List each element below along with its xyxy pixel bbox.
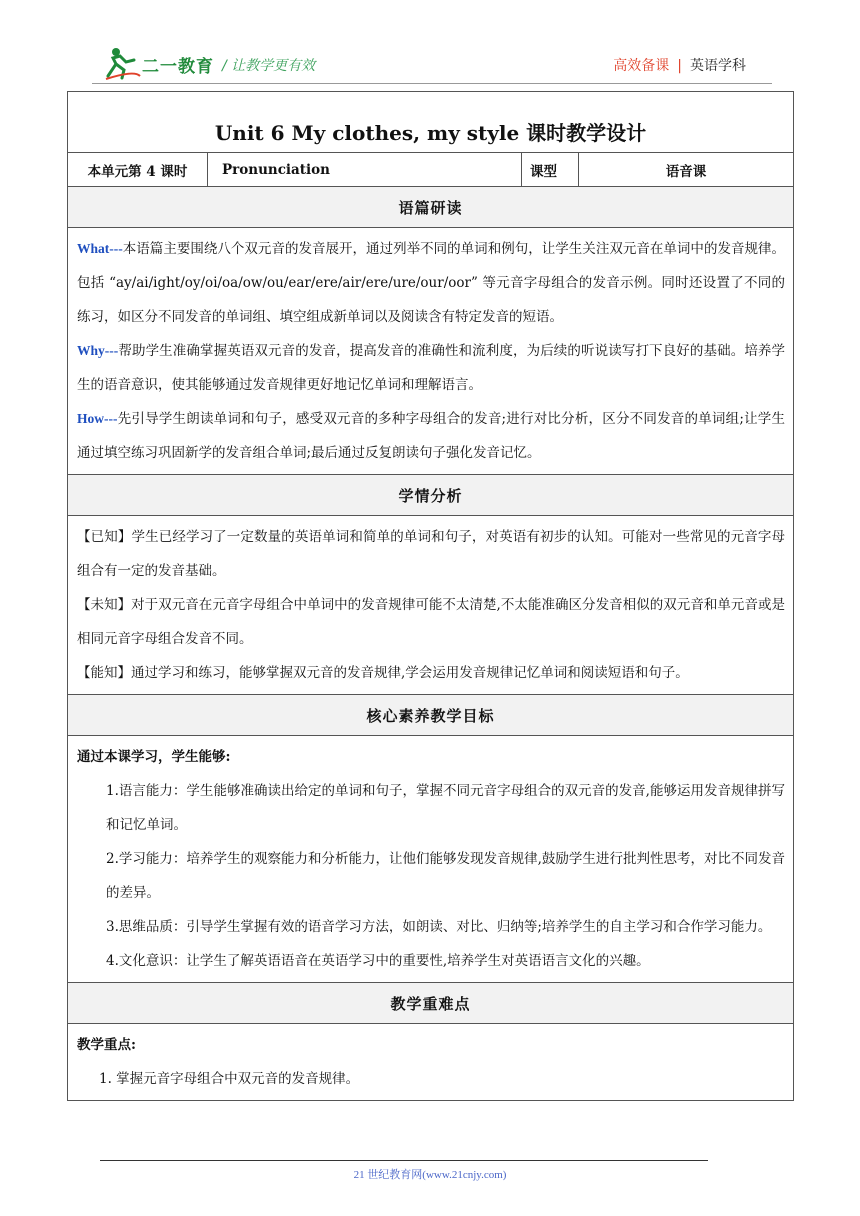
how-paragraph: How---先引导学生朗读单词和句子，感受双元音的多种字母组合的发音;进行对比分析，区分不同发音的单词组;让学生通过填空练习巩固新学的发音组合单词;最后通过反复朗读句子强化发音记忆。 xyxy=(77,411,786,461)
page-header xyxy=(0,0,860,90)
known-paragraph: 【已知】学生已经学习了一定数量的英语单词和简单的单词和句子，对英语有初步的认知。可能对一些常见的元音字母组合有一定的发音基础。 xyxy=(77,529,786,579)
objective-thinking: 3.思维品质：引导学生掌握有效的语音学习方法，如朗读、对比、归纳等;培养学生的自主学习和合作学习能力。 xyxy=(106,919,772,935)
what-paragraph: What---本语篇主要围绕八个双元音的发音展开，通过列举不同的单词和例句，让学生关注双元音在单词中的发音规律。包括 “ay/ai/ight/oy/oi/oa/ow/ou/ear/ere/air/ere/ure/our/oor” 等元音字母组合的发音示例。同时还设置了不同的练习，如区分不同发音的单词组、填空组成新单词以及阅读含有特定发音的短语。 xyxy=(77,241,786,325)
lesson-plan-table xyxy=(67,91,794,1101)
header-separator: | xyxy=(677,58,682,74)
document-title: Unit 6 My clothes, my style 课时教学设计 xyxy=(68,92,794,153)
why-label: Why--- xyxy=(77,343,119,358)
header-divider xyxy=(92,83,772,84)
header-slogan: / 让教学更有效 xyxy=(222,58,316,74)
objectives-intro: 通过本课学习，学生能够: xyxy=(77,749,231,765)
lesson-type-value: 语音课 xyxy=(579,153,794,187)
why-paragraph: Why---帮助学生准确掌握英语双元音的发音，提高发音的准确性和流利度，为后续的听说读写打下良好的基础。培养学生的语音意识，使其能够通过发音规律更好地记忆单词和理解语言。 xyxy=(77,343,786,393)
lesson-topic: Pronunciation xyxy=(208,153,522,187)
footer-source: 21 世纪教育网(www.21cnjy.com) xyxy=(353,1169,507,1181)
objective-culture: 4.文化意识：让学生了解英语语音在英语学习中的重要性,培养学生对英语语言文化的兴趣。 xyxy=(106,953,650,969)
header-label-subject: 英语学科 xyxy=(690,58,746,74)
section-heading-learner-analysis: 学情分析 xyxy=(68,475,794,516)
key-points-body xyxy=(68,1024,794,1101)
how-label: How--- xyxy=(77,411,118,426)
objective-learning: 2.学习能力：培养学生的观察能力和分析能力，让他们能够发现发音规律,鼓励学生进行批判性思考，对比不同发音的差异。 xyxy=(106,851,786,901)
footer-divider xyxy=(100,1160,708,1161)
lesson-type-label: 课型 xyxy=(522,153,579,187)
what-label: What--- xyxy=(77,241,123,256)
header-subject xyxy=(613,55,746,75)
section-heading-objectives: 核心素养教学目标 xyxy=(68,695,794,736)
key-point-item: 1. 掌握元音字母组合中双元音的发音规律。 xyxy=(99,1071,360,1087)
unknown-paragraph: 【未知】对于双元音在元音字母组合中单词中的发音规律可能不太清楚,不太能准确区分发音相似的双元音和单元音或是相同元音字母组合发音不同。 xyxy=(77,597,786,647)
lesson-number-label: 本单元第 4 课时 xyxy=(68,153,208,187)
section-heading-text-study: 语篇研读 xyxy=(68,187,794,228)
learner-analysis-body xyxy=(68,516,794,695)
can-know-paragraph: 【能知】通过学习和练习，能够掌握双元音的发音规律,学会运用发音规律记忆单词和阅读短语和句子。 xyxy=(77,665,689,681)
logo-text: 二一教育 xyxy=(142,57,214,77)
section-heading-key-points: 教学重难点 xyxy=(68,983,794,1024)
text-study-body xyxy=(68,228,794,475)
objectives-body xyxy=(68,736,794,983)
header-label-efficient: 高效备课 xyxy=(613,58,670,74)
objective-language: 1.语言能力：学生能够准确读出给定的单词和句子，掌握不同元音字母组合的双元音的发音,能够运用发音规律拼写和记忆单词。 xyxy=(106,783,786,833)
key-points-label: 教学重点: xyxy=(77,1037,136,1053)
